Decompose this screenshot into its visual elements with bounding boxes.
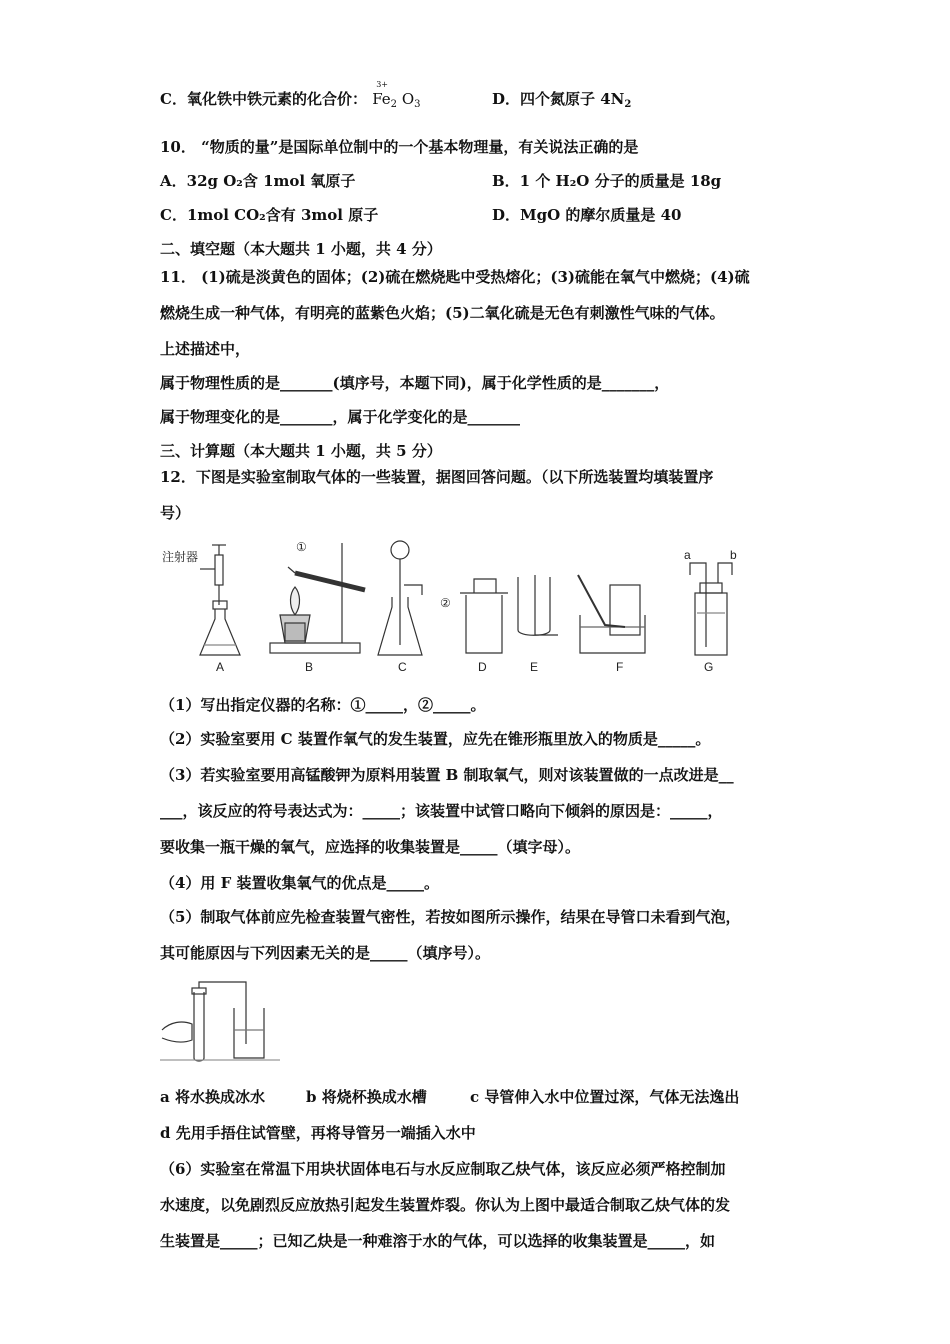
label-e: E [530,660,539,674]
q12-part-3b: ___，该反应的符号表达式为：_____；该装置中试管口略向下倾斜的原因是：_____， [160,802,723,820]
section-2-heading: 二、填空题（本大题共 1 小题，共 4 分） [160,240,442,258]
q12-part-5b: 其可能原因与下列因素无关的是_____（填序号）。 [160,944,491,962]
q9-option-c [160,80,421,116]
syringe-barrel [215,555,223,585]
q12-option-b: b 将烧杯换成水槽 [306,1088,427,1106]
q12-part-6a: （6）实验室在常温下用块状固体电石与水反应制取乙炔气体，该反应必须严格控制加 [160,1160,726,1178]
fe2o3-formula: 3+ $Fe_2$ $O_3$ [372,88,420,116]
circle-2-label: ② [440,596,451,610]
label-d: D [478,660,487,674]
label-g: G [704,660,714,674]
q11-line-1: 11． (1)硫是淡黄色的固体；(2)硫在燃烧匙中受热熔化；(3)硫能在氧气中燃烧；(4)硫 [160,268,750,286]
q12-option-d: d 先用手捂住试管壁，再将导管另一端插入水中 [160,1124,476,1142]
g-label-b: b [730,548,737,562]
apparatus-e [518,575,558,635]
q12-line-2: 号） [160,504,191,522]
label-b: B [305,660,314,674]
q10-stem: 10． “物质的量”是国际单位制中的一个基本物理量，有关说法正确的是 [160,138,639,156]
q10-option-d: D．MgO 的摩尔质量是 40 [492,206,682,224]
label-c: C [398,660,407,674]
q12-part-3c: 要收集一瓶干燥的氧气，应选择的收集装置是_____（填字母）。 [160,838,581,856]
q10-option-b: B．1 个 H₂O 分子的质量是 18g [492,172,722,190]
apparatus-a [200,545,240,655]
q12-part-2: （2）实验室要用 C 装置作氧气的发生装置，应先在锥形瓶里放入的物质是_____。 [160,730,711,748]
q10-option-c: C．1mol CO₂含有 3mol 原子 [160,206,379,224]
apparatus-g [690,563,732,655]
q12-part-5a: （5）制取气体前应先检查装置气密性，若按如图所示操作，结果在导管口未看到气泡， [160,908,741,926]
apparatus-d [460,579,508,653]
valence-mark: 3+ [376,80,388,89]
q12-part-4: （4）用 F 装置收集氧气的优点是_____。 [160,874,440,892]
label-f: F [616,660,624,674]
syringe-label: 注射器 [162,550,199,564]
stand-base [270,643,360,653]
label-a: A [216,660,225,674]
q12-part-1: （1）写出指定仪器的名称：①_____，②_____。 [160,696,486,714]
airtightness-figure [160,978,284,1062]
q11-line-4: 属于物理性质的是_______(填序号，本题下同)，属于化学性质的是_______， [160,374,670,392]
q12-line-1: 12．下图是实验室制取气体的一些装置，据图回答问题。（以下所选装置均填装置序 [160,468,714,486]
apparatus-f [578,575,645,653]
q12-option-c: c 导管伸入水中位置过深，气体无法逸出 [470,1088,740,1106]
apparatus-figure [160,535,760,675]
apparatus-b [270,543,365,653]
q11-line-3: 上述描述中， [160,340,251,358]
q10-option-a: A．32g O₂含 1mol 氧原子 [160,172,356,190]
q12-part-6b: 水速度，以免剧烈反应放热引起发生装置炸裂。你认为上图中最适合制取乙炔气体的发 [160,1196,731,1214]
q12-part-6c: 生装置是_____；已知乙炔是一种难溶于水的气体，可以选择的收集装置是_____，如 [160,1232,716,1250]
section-3-heading: 三、计算题（本大题共 1 小题，共 5 分） [160,442,442,460]
q12-part-3a: （3）若实验室要用高锰酸钾为原料用装置 B 制取氧气，则对该装置做的一点改进是__ [160,766,734,784]
test-tube [194,992,204,1061]
q11-line-5: 属于物理变化的是_______，属于化学变化的是_______ [160,408,521,426]
q9-option-c-text: C．氧化铁中铁元素的化合价： [160,90,367,108]
g-label-a: a [684,548,691,562]
circle-1-label: ① [296,540,307,554]
q12-option-a: a 将水换成冰水 [160,1088,265,1106]
hand [162,1022,192,1042]
apparatus-c [378,541,422,655]
q9-option-d: D．四个氮原子 $4N_2$ [492,90,632,110]
beaker [234,1008,264,1058]
q11-line-2: 燃烧生成一种气体，有明亮的蓝紫色火焰；(5)二氧化硫是无色有刺激性气味的气体。 [160,304,725,322]
